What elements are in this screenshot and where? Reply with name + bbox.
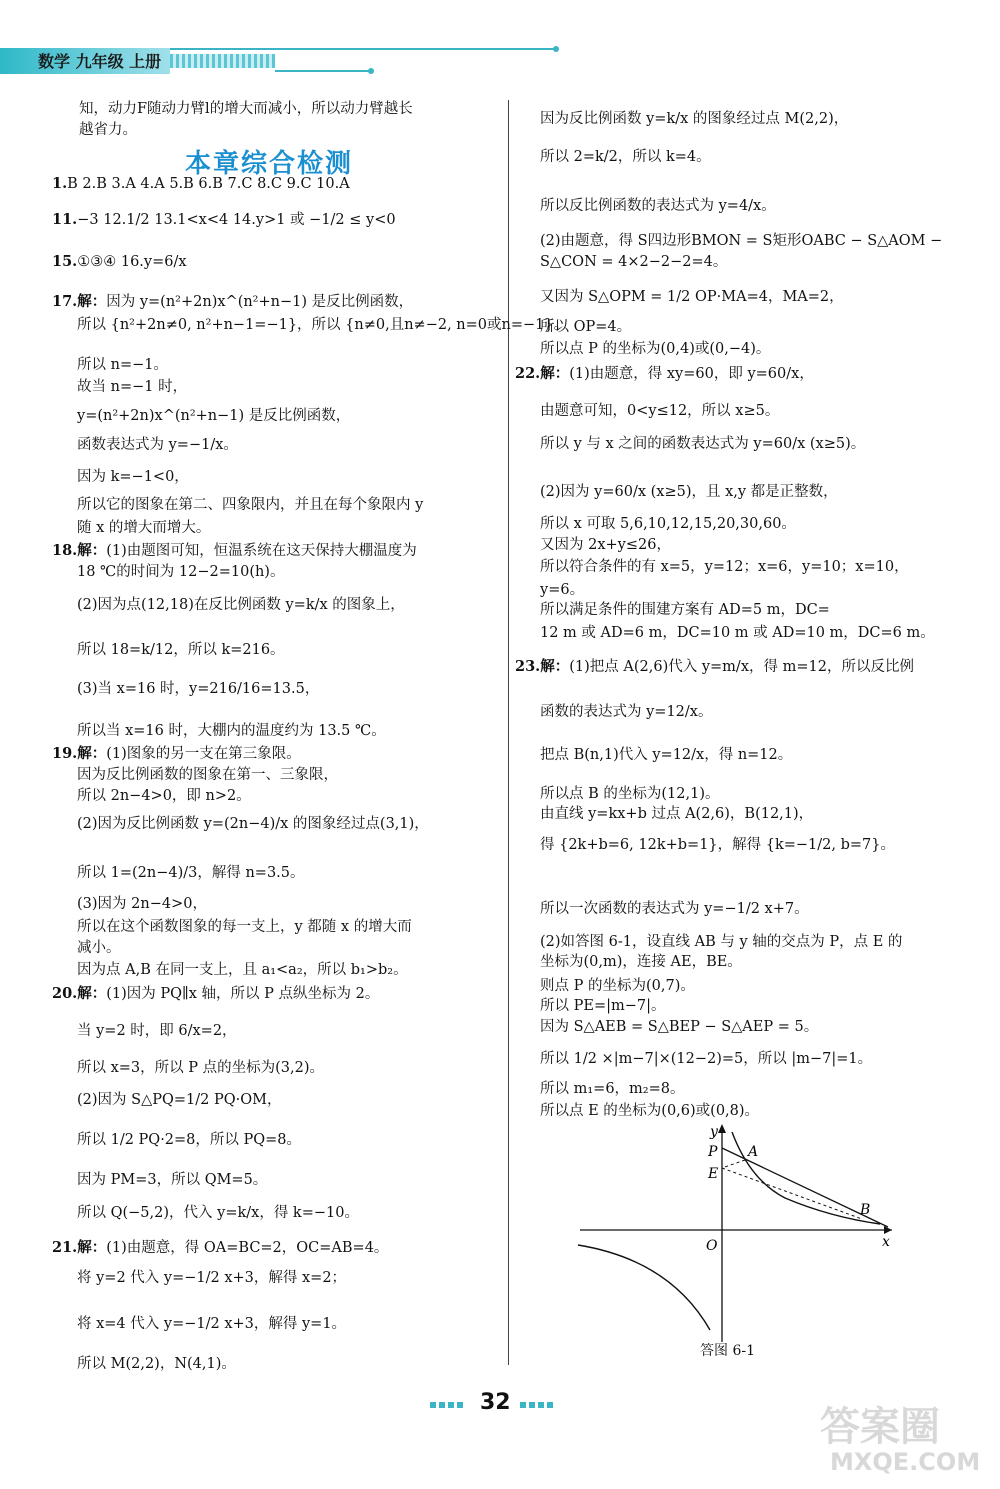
text-line: 所以 OP=4。 bbox=[540, 319, 632, 335]
text-line: 所以 PE=|m−7|。 bbox=[540, 998, 666, 1014]
header-rule-lower bbox=[275, 70, 370, 72]
text-line: y=(n²+2n)x^(n²+n−1) 是反比例函数， bbox=[77, 408, 351, 424]
header-rule bbox=[170, 48, 555, 50]
text-line: 知，动力F随动力臂l的增大而减小，所以动力臂越长 bbox=[79, 101, 413, 117]
text-line: 由题意可知，0<y≤12，所以 x≥5。 bbox=[540, 403, 780, 419]
text-line: 20.解：(1)因为 PQ∥x 轴，所以 P 点纵坐标为 2。 bbox=[52, 985, 380, 1002]
text-line: (2)由题意，得 S四边形BMON = S矩形OABC − S△AOM − bbox=[540, 233, 943, 249]
text-line: 因为点 A,B 在同一支上，且 a₁<a₂，所以 b₁>b₂。 bbox=[77, 962, 408, 978]
text-line: 因为 PM=3，所以 QM=5。 bbox=[77, 1172, 268, 1188]
text-line: 所以 x=3，所以 P 点的坐标为(3,2)。 bbox=[77, 1060, 325, 1076]
text-line: 得 {2k+b=6, 12k+b=1}，解得 {k=−1/2, b=7}。 bbox=[540, 837, 895, 853]
text-line: 所以点 P 的坐标为(0,4)或(0,−4)。 bbox=[540, 341, 771, 357]
text-line: 所以点 E 的坐标为(0,6)或(0,8)。 bbox=[540, 1103, 760, 1119]
text-line: 所以 18=k/12，所以 k=216。 bbox=[77, 642, 285, 658]
text-line: 18.解：(1)由题图可知，恒温系统在这天保持大棚温度为 bbox=[52, 542, 417, 559]
page-number-decoration bbox=[430, 1402, 466, 1408]
label-e: E bbox=[708, 1166, 719, 1182]
text-line: 17.解：因为 y=(n²+2n)x^(n²+n−1) 是反比例函数， bbox=[52, 293, 414, 310]
text-line: 22.解：(1)由题意，得 xy=60，即 y=60/x， bbox=[515, 365, 814, 382]
watermark-url: MXQE.COM bbox=[830, 1448, 981, 1476]
header-dot-icon bbox=[553, 46, 559, 52]
text-line: 因为 k=−1<0， bbox=[77, 469, 189, 485]
text-line: 所以 {n²+2n≠0, n²+n−1=−1}，所以 {n≠0,且n≠−2, n=0或n=−1}。 bbox=[77, 317, 569, 333]
book-title: 数学 九年级 上册 bbox=[38, 52, 162, 71]
text-line: 18 ℃的时间为 12−2=10(h)。 bbox=[77, 564, 285, 580]
text-line: 21.解：(1)由题意，得 OA=BC=2，OC=AB=4。 bbox=[52, 1239, 389, 1256]
text-line: 当 y=2 时，即 6/x=2， bbox=[77, 1023, 237, 1039]
section-title: 本章综合检测 bbox=[185, 149, 354, 179]
text-line: 故当 n=−1 时， bbox=[77, 379, 188, 395]
text-line: 1.B 2.B 3.A 4.A 5.B 6.B 7.C 8.C 9.C 10.A bbox=[52, 175, 350, 192]
text-line: 将 y=2 代入 y=−1/2 x+3，解得 x=2； bbox=[77, 1270, 347, 1286]
text-line: 所以当 x=16 时，大棚内的温度约为 13.5 ℃。 bbox=[77, 723, 386, 739]
text-line: 所以点 B 的坐标为(12,1)。 bbox=[540, 786, 720, 802]
page-header bbox=[0, 40, 560, 76]
text-line: (3)当 x=16 时，y=216/16=13.5， bbox=[77, 681, 320, 697]
text-line: 因为 S△AEB = S△BEP − S△AEP = 5。 bbox=[540, 1019, 819, 1035]
text-line: (2)因为反比例函数 y=(2n−4)/x 的图象经过点(3,1)， bbox=[77, 816, 429, 832]
text-line: 所以满足条件的围建方案有 AD=5 m，DC= bbox=[540, 602, 830, 618]
text-line: (2)因为 S△PQ=1/2 PQ·OM， bbox=[77, 1092, 282, 1108]
text-line: 11.−3 12.1/2 13.1<x<4 14.y>1 或 −1/2 ≤ y<0 bbox=[52, 211, 396, 228]
text-line: 随 x 的增大而增大。 bbox=[77, 520, 211, 536]
text-line: 所以 2n−4>0，即 n>2。 bbox=[77, 788, 251, 804]
text-line: 所以符合条件的有 x=5，y=12；x=6，y=10；x=10， bbox=[540, 559, 909, 575]
label-y: y bbox=[710, 1124, 718, 1140]
label-b: B bbox=[860, 1202, 871, 1218]
figure-caption: 答图 6-1 bbox=[700, 1343, 755, 1359]
text-line: (2)因为点(12,18)在反比例函数 y=k/x 的图象上， bbox=[77, 597, 405, 613]
text-line: 所以 2=k/2，所以 k=4。 bbox=[540, 149, 711, 165]
watermark-logo: 答案圈 bbox=[820, 1404, 940, 1450]
text-line: S△CON = 4×2−2−2=4。 bbox=[540, 254, 728, 270]
text-line: 所以反比例函数的表达式为 y=4/x。 bbox=[540, 198, 776, 214]
x-axis-arrow-icon bbox=[884, 1226, 892, 1234]
text-line: 12 m 或 AD=6 m，DC=10 m 或 AD=10 m，DC=6 m。 bbox=[540, 625, 935, 641]
text-line: 所以 Q(−5,2)，代入 y=k/x，得 k=−10。 bbox=[77, 1205, 359, 1221]
label-x: x bbox=[882, 1234, 890, 1250]
text-line: 19.解：(1)图象的另一支在第三象限。 bbox=[52, 745, 301, 762]
text-line: 则点 P 的坐标为(0,7)。 bbox=[540, 978, 695, 994]
text-line: 坐标为(0,m)，连接 AE，BE。 bbox=[540, 954, 742, 970]
text-line: 所以在这个函数图象的每一支上，y 都随 x 的增大而 bbox=[77, 919, 412, 935]
text-line: 所以一次函数的表达式为 y=−1/2 x+7。 bbox=[540, 901, 809, 917]
text-line: 函数的表达式为 y=12/x。 bbox=[540, 704, 713, 720]
text-line: 将 x=4 代入 y=−1/2 x+3，解得 y=1。 bbox=[77, 1316, 347, 1332]
text-line: 由直线 y=kx+b 过点 A(2,6)，B(12,1)， bbox=[540, 806, 814, 822]
text-line: 23.解：(1)把点 A(2,6)代入 y=m/x，得 m=12，所以反比例 bbox=[515, 658, 914, 675]
page-number: 32 bbox=[480, 1390, 511, 1415]
text-line: (2)因为 y=60/x (x≥5)，且 x,y 都是正整数， bbox=[540, 484, 838, 500]
text-line: 因为反比例函数的图象在第一、三象限， bbox=[77, 767, 338, 783]
text-line: 又因为 S△OPM = 1/2 OP·MA=4，MA=2， bbox=[540, 289, 844, 305]
text-line: 15.①③④ 16.y=6/x bbox=[52, 253, 187, 270]
text-line: 所以 y 与 x 之间的函数表达式为 y=60/x (x≥5)。 bbox=[540, 436, 866, 452]
segment-ae bbox=[722, 1160, 745, 1168]
label-p: P bbox=[708, 1144, 718, 1160]
hyperbola-branch-3 bbox=[578, 1245, 710, 1330]
page-number-decoration bbox=[520, 1402, 556, 1408]
answer-figure-6-1 bbox=[570, 1120, 900, 1345]
header-pattern bbox=[170, 54, 275, 68]
text-line: 因为反比例函数 y=k/x 的图象经过点 M(2,2)， bbox=[540, 111, 849, 127]
text-line: (3)因为 2n−4>0， bbox=[77, 896, 207, 912]
column-divider bbox=[508, 100, 509, 1365]
text-line: 又因为 2x+y≤26， bbox=[540, 537, 671, 553]
text-line: 所以 m₁=6，m₂=8。 bbox=[540, 1081, 685, 1097]
text-line: 所以 M(2,2)，N(4,1)。 bbox=[77, 1356, 236, 1372]
text-line: y=6。 bbox=[540, 582, 585, 598]
text-line: 越省力。 bbox=[79, 122, 137, 138]
segment-be bbox=[722, 1168, 862, 1219]
text-line: 所以 n=−1。 bbox=[77, 357, 168, 373]
text-line: (2)如答图 6-1，设直线 AB 与 y 轴的交点为 P，点 E 的 bbox=[540, 934, 903, 950]
text-line: 所以它的图象在第二、四象限内，并且在每个象限内 y bbox=[77, 497, 424, 513]
label-o: O bbox=[706, 1238, 718, 1254]
text-line: 把点 B(n,1)代入 y=12/x，得 n=12。 bbox=[540, 747, 793, 763]
text-line: 减小。 bbox=[77, 940, 121, 956]
text-line: 所以 1/2 PQ·2=8，所以 PQ=8。 bbox=[77, 1132, 302, 1148]
text-line: 所以 1/2 ×|m−7|×(12−2)=5，所以 |m−7|=1。 bbox=[540, 1051, 873, 1067]
text-line: 所以 x 可取 5,6,10,12,15,20,30,60。 bbox=[540, 516, 796, 532]
y-axis-arrow-icon bbox=[718, 1124, 726, 1133]
text-line: 函数表达式为 y=−1/x。 bbox=[77, 437, 238, 453]
header-dot-icon bbox=[368, 68, 374, 74]
text-line: 所以 1=(2n−4)/3，解得 n=3.5。 bbox=[77, 865, 305, 881]
label-a: A bbox=[748, 1144, 759, 1160]
